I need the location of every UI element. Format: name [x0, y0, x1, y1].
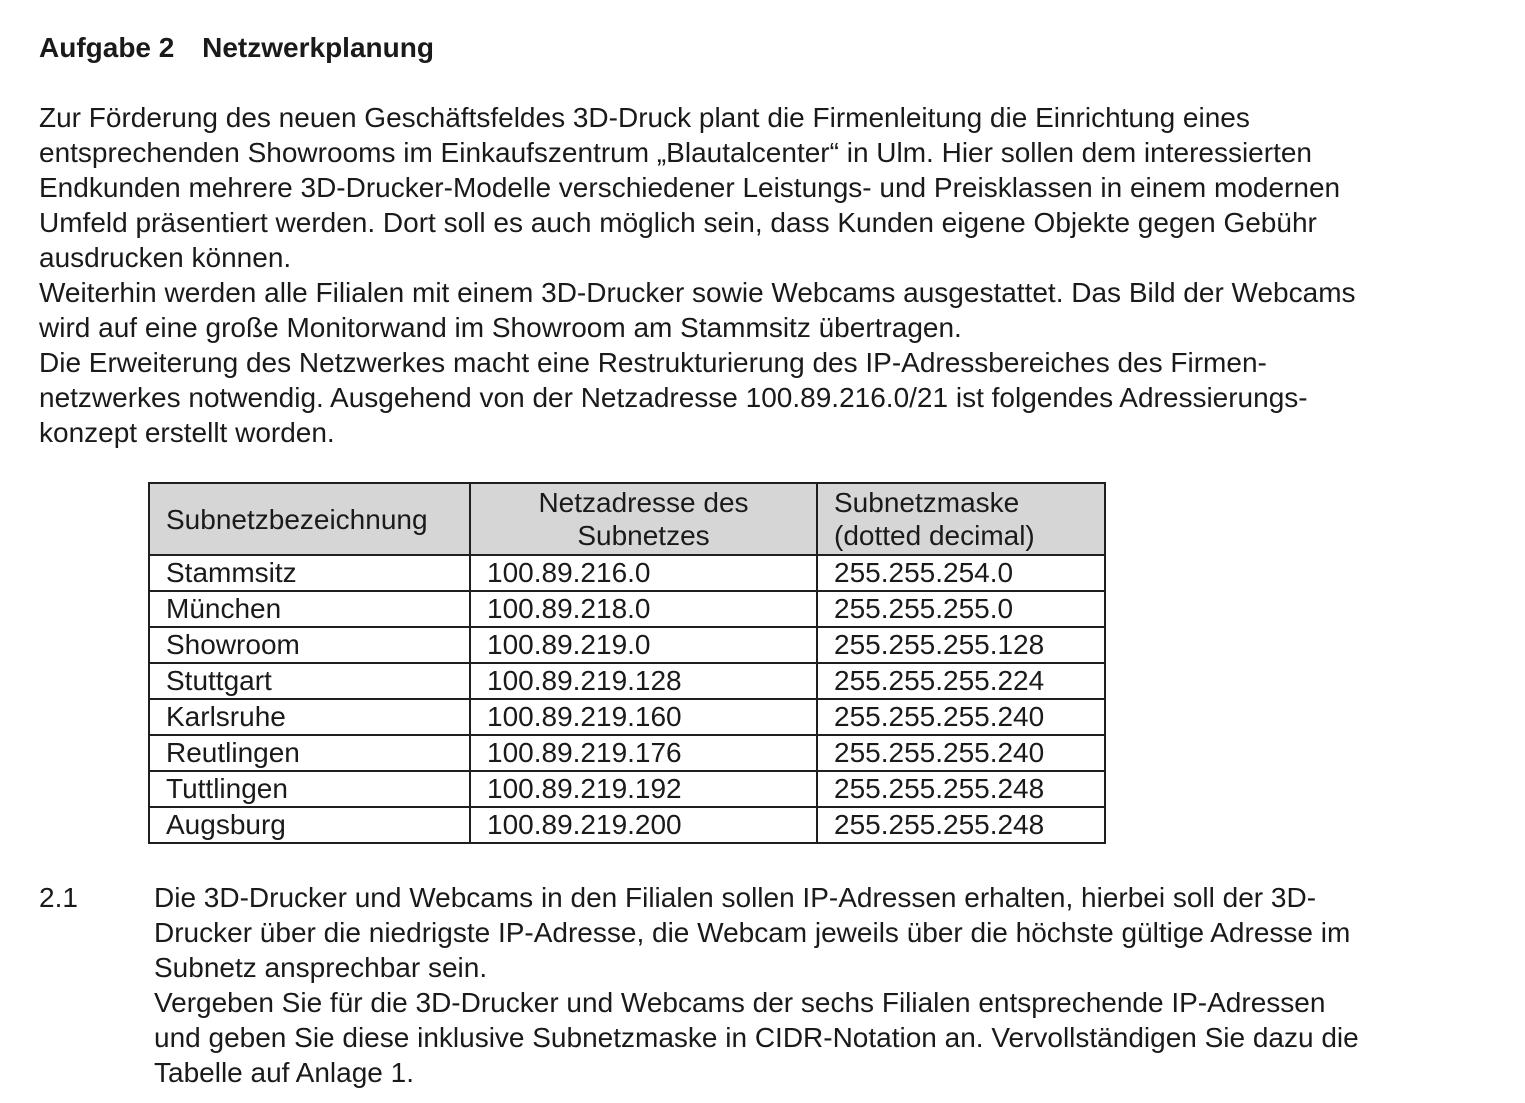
intro-line: Zur Förderung des neuen Geschäftsfeldes 3D-Druck plant die Firmenleitung die Einrichtung eines: [39, 102, 1250, 133]
heading-number: Aufgabe 2: [39, 32, 175, 63]
subnet-table: [148, 482, 1106, 844]
cell-network-address: 100.89.219.176: [470, 735, 817, 771]
cell-subnet-mask: 255.255.255.0: [817, 591, 1105, 627]
cell-subnet-name: Karlsruhe: [149, 699, 470, 735]
header-subnet-name: Subnetzbezeichnung: [149, 483, 470, 555]
cell-network-address: 100.89.219.128: [470, 663, 817, 699]
intro-line: Umfeld präsentiert werden. Dort soll es auch möglich sein, dass Kunden eigene Objekte gegen Gebühr: [39, 207, 1317, 238]
cell-network-address: 100.89.219.200: [470, 807, 817, 843]
table-header-row: [149, 483, 1105, 555]
intro-line: Die Erweiterung des Netzwerkes macht eine Restrukturierung des IP-Adressbereiches des Firmen-: [39, 347, 1267, 378]
table-row: [149, 591, 1105, 627]
table-row: [149, 735, 1105, 771]
intro-line: ausdrucken können.: [39, 242, 292, 273]
cell-network-address: 100.89.216.0: [470, 555, 817, 591]
table-row: [149, 627, 1105, 663]
cell-subnet-mask: 255.255.254.0: [817, 555, 1105, 591]
table-row: [149, 699, 1105, 735]
subtask-line: Subnetz ansprechbar sein.: [154, 952, 488, 983]
task-heading: [39, 30, 434, 66]
intro-line: Endkunden mehrere 3D-Drucker-Modelle verschiedener Leistungs- und Preisklassen in einem modernen: [39, 172, 1341, 203]
header-subnet-mask: Subnetzmaske (dotted decimal): [817, 483, 1105, 555]
intro-paragraph: [39, 100, 1509, 450]
heading-title: Netzwerkplanung: [202, 32, 434, 63]
subtask-number: 2.1: [39, 882, 78, 913]
subtask-line: und geben Sie diese inklusive Subnetzmaske in CIDR-Notation an. Vervollständigen Sie dazu die: [154, 1022, 1359, 1053]
cell-subnet-mask: 255.255.255.240: [817, 735, 1105, 771]
cell-subnet-mask: 255.255.255.248: [817, 807, 1105, 843]
intro-line: wird auf eine große Monitorwand im Showroom am Stammsitz übertragen.: [39, 312, 962, 343]
cell-subnet-mask: 255.255.255.224: [817, 663, 1105, 699]
cell-network-address: 100.89.218.0: [470, 591, 817, 627]
subtask-line: Tabelle auf Anlage 1.: [154, 1057, 414, 1088]
table-row: [149, 771, 1105, 807]
cell-network-address: 100.89.219.192: [470, 771, 817, 807]
subtask-line: Vergeben Sie für die 3D-Drucker und Webcams der sechs Filialen entsprechende IP-Adressen: [154, 987, 1326, 1018]
cell-subnet-mask: 255.255.255.240: [817, 699, 1105, 735]
cell-subnet-name: Showroom: [149, 627, 470, 663]
intro-line: Weiterhin werden alle Filialen mit einem 3D-Drucker sowie Webcams ausgestattet. Das Bild der Webcams: [39, 277, 1356, 308]
table-row: [149, 663, 1105, 699]
cell-subnet-name: Reutlingen: [149, 735, 470, 771]
table-row: [149, 555, 1105, 591]
cell-network-address: 100.89.219.0: [470, 627, 817, 663]
cell-subnet-name: Stuttgart: [149, 663, 470, 699]
cell-subnet-name: München: [149, 591, 470, 627]
cell-subnet-name: Augsburg: [149, 807, 470, 843]
cell-subnet-name: Tuttlingen: [149, 771, 470, 807]
cell-network-address: 100.89.219.160: [470, 699, 817, 735]
header-network-address: Netzadresse des Subnetzes: [470, 483, 817, 555]
intro-line: entsprechenden Showrooms im Einkaufszentrum „Blautalcenter“ in Ulm. Hier sollen dem interessierten: [39, 137, 1313, 168]
cell-subnet-mask: 255.255.255.248: [817, 771, 1105, 807]
table-row: [149, 807, 1105, 843]
subtask-line: Drucker über die niedrigste IP-Adresse, die Webcam jeweils über die höchste gültige Adresse im: [154, 917, 1351, 948]
intro-line: konzept erstellt worden.: [39, 417, 335, 448]
cell-subnet-mask: 255.255.255.128: [817, 627, 1105, 663]
cell-subnet-name: Stammsitz: [149, 555, 470, 591]
intro-line: netzwerkes notwendig. Ausgehend von der Netzadresse 100.89.216.0/21 ist folgendes Adressierungs-: [39, 382, 1308, 413]
subtask-text: [154, 880, 1494, 1090]
subtask-line: Die 3D-Drucker und Webcams in den Filialen sollen IP-Adressen erhalten, hierbei soll der 3D-: [154, 882, 1317, 913]
